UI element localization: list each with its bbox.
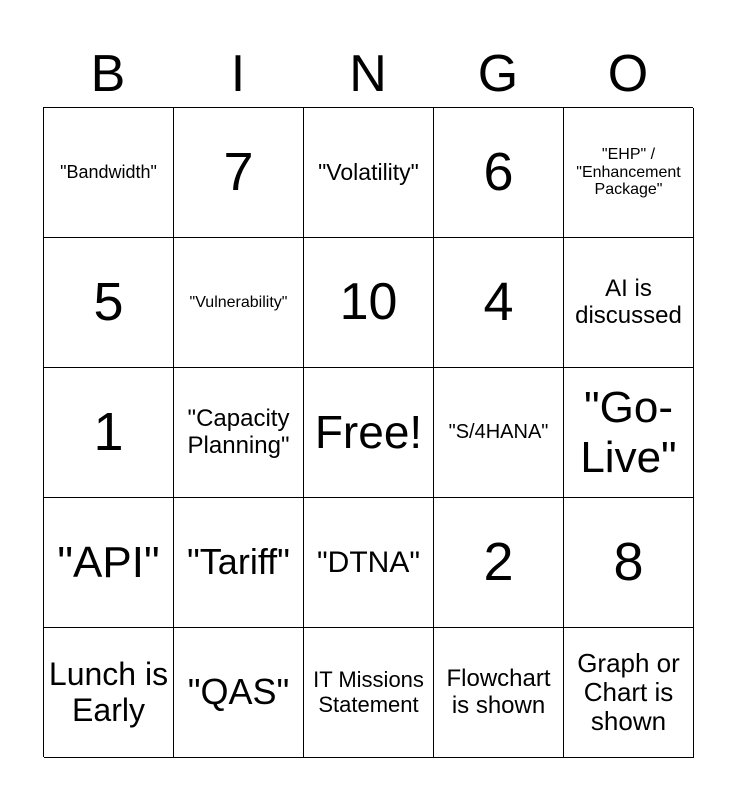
- bingo-cell-n1[interactable]: [304, 108, 434, 238]
- bingo-cell-b1[interactable]: [44, 108, 174, 238]
- bingo-cell-g2[interactable]: [434, 238, 564, 368]
- bingo-cell-b2[interactable]: [44, 238, 174, 368]
- bingo-cell-n5[interactable]: [304, 628, 434, 758]
- bingo-cell-g4[interactable]: [434, 498, 564, 628]
- header-letter-g: G: [477, 45, 519, 103]
- bingo-cell-b4[interactable]: [44, 498, 174, 628]
- bingo-grid: [43, 107, 693, 757]
- cell-text: 10: [339, 273, 398, 332]
- cell-text: 2: [483, 532, 514, 593]
- bingo-cell-o3[interactable]: [564, 368, 694, 498]
- bingo-cell-o1[interactable]: [564, 108, 694, 238]
- cell-text: 6: [483, 142, 514, 203]
- cell-text: "DTNA": [317, 545, 420, 579]
- cell-text: 5: [93, 272, 124, 333]
- bingo-cell-g5[interactable]: [434, 628, 564, 758]
- cell-text: Free!: [314, 405, 423, 458]
- cell-text: 4: [483, 272, 514, 333]
- cell-text: "S/4HANA": [448, 421, 549, 444]
- header-letter-b: B: [90, 45, 126, 103]
- bingo-cell-i3[interactable]: [174, 368, 304, 498]
- bingo-cell-n4[interactable]: [304, 498, 434, 628]
- bingo-cell-g3[interactable]: [434, 368, 564, 498]
- bingo-cell-o4[interactable]: [564, 498, 694, 628]
- cell-text: 8: [613, 532, 644, 593]
- cell-text: 7: [223, 142, 254, 203]
- cell-text: Graph or Chart is shown: [577, 647, 680, 737]
- bingo-header: [43, 42, 693, 106]
- header-letter-i: I: [230, 45, 246, 103]
- bingo-cell-i4[interactable]: [174, 498, 304, 628]
- header-letter-o: O: [607, 45, 649, 103]
- cell-text: "Volatility": [318, 158, 419, 185]
- bingo-cell-i2[interactable]: [174, 238, 304, 368]
- cell-text: Lunch is Early: [48, 655, 169, 728]
- bingo-cell-i5[interactable]: [174, 628, 304, 758]
- free-space-cell[interactable]: [304, 368, 434, 498]
- cell-text: "Capacity Planning": [187, 404, 290, 459]
- cell-text: "Bandwidth": [60, 162, 157, 183]
- bingo-cell-i1[interactable]: [174, 108, 304, 238]
- cell-text: "API": [57, 537, 160, 587]
- cell-text: 1: [93, 402, 124, 463]
- bingo-cell-b5[interactable]: [44, 628, 174, 758]
- header-letter-n: N: [349, 45, 387, 103]
- cell-text: Flowchart is shown: [446, 664, 551, 719]
- cell-text: "Go-Live": [580, 383, 677, 482]
- bingo-cell-b3[interactable]: [44, 368, 174, 498]
- cell-text: "Tariff": [187, 541, 290, 583]
- cell-text: "EHP" / "Enhancement Package": [576, 145, 681, 199]
- bingo-cell-o5[interactable]: [564, 628, 694, 758]
- bingo-cell-o2[interactable]: [564, 238, 694, 368]
- bingo-cell-g1[interactable]: [434, 108, 564, 238]
- cell-text: "QAS": [187, 671, 290, 713]
- cell-text: IT Missions Statement: [313, 666, 424, 717]
- cell-text: AI is discussed: [575, 274, 682, 329]
- cell-text: "Vulnerability": [189, 293, 288, 311]
- bingo-cell-n2[interactable]: [304, 238, 434, 368]
